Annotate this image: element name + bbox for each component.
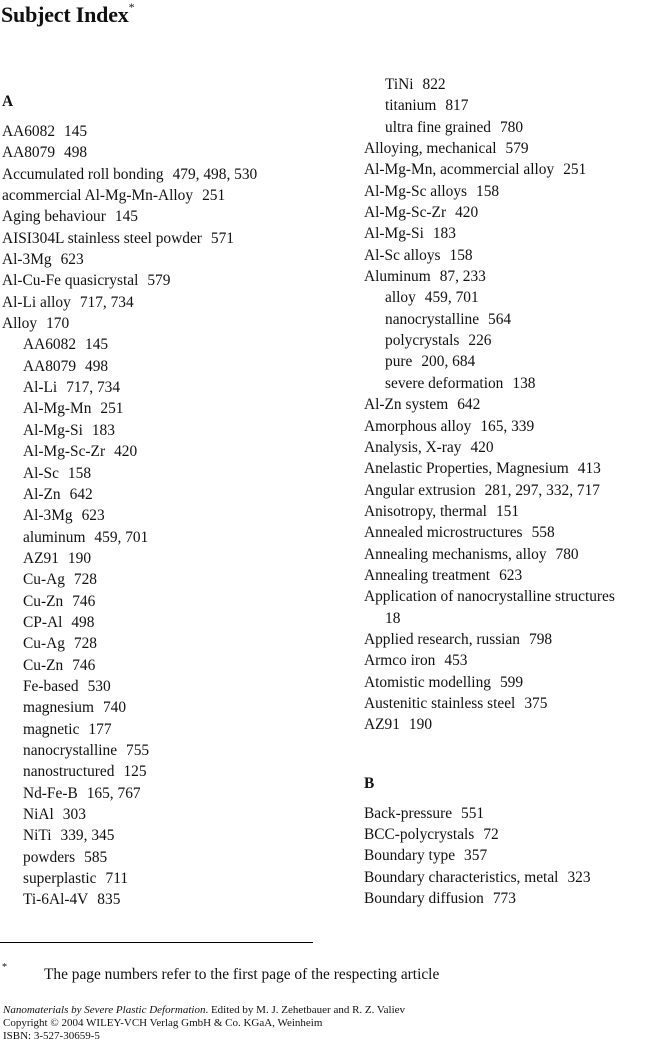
entry-term: AZ91 [364,716,400,734]
entry-pages: 413 [577,460,601,478]
entry-term: severe deformation [385,374,504,392]
entry-pages: 165, 767 [86,784,141,802]
entry-term: Alloy [2,315,38,333]
entry-pages: 453 [444,652,468,670]
index-entry [364,888,650,909]
index-subentry [2,676,342,697]
index-subentry [364,373,650,394]
book-imprint [3,1004,405,1043]
entry-term: Al-Li [23,379,58,397]
entry-term: pure [385,353,413,371]
entry-term: Ti-6Al-4V [23,891,89,909]
index-subentry [2,740,342,761]
entry-term: Annealing mechanisms, alloy [364,545,547,563]
entry-pages: 420 [114,443,138,461]
entry-pages: 558 [531,524,555,542]
index-subentry [2,783,342,804]
index-entry [2,185,342,206]
entry-term: nanocrystalline [23,741,118,759]
footnote-divider [0,942,313,943]
index-subentry [2,889,342,910]
entry-term: Al-Mg-Si [23,421,83,439]
index-subentry [2,697,342,718]
entry-pages: 746 [72,592,96,610]
index-entry [2,142,342,163]
entry-term: BCC-polycrystals [364,826,475,843]
index-subentry [2,591,342,612]
right-entry-list-b [364,803,650,910]
index-subentry [2,655,342,676]
entry-term: Aging behaviour [2,208,106,226]
index-entry [364,714,650,735]
imprint-line-1 [3,1004,405,1017]
entry-pages: 579 [505,140,529,158]
entry-term: Angular extrusion [364,481,476,499]
entry-pages: 551 [461,804,485,822]
index-entry [364,824,650,845]
entry-term: acommercial Al-Mg-Mn-Alloy [2,187,194,205]
entry-term: Al-Zn [23,485,61,503]
index-subentry [2,441,342,462]
entry-pages: 158 [449,246,473,264]
index-subentry [2,761,342,782]
entry-term: ultra fine grained [385,118,491,136]
index-entry [364,544,650,565]
index-entry [364,159,650,180]
index-subentry [364,74,650,95]
entry-pages: 642 [457,396,481,414]
entry-pages: 18 [385,609,401,627]
entry-pages: 158 [67,464,92,482]
index-subentry [2,804,342,825]
entry-pages: 579 [147,272,171,290]
entry-pages: 226 [468,332,492,350]
index-subentry [2,398,342,419]
entry-term: TiNi [385,76,414,93]
entry-pages: 817 [445,97,469,115]
index-subentry [2,569,342,590]
index-subentry [2,505,342,526]
entry-pages: 711 [105,870,129,888]
index-entry [364,565,650,586]
index-entry [2,270,342,291]
entry-term: Cu-Zn [23,656,64,674]
index-entry [2,249,342,270]
entry-pages: 728 [73,635,97,653]
index-entry [364,266,650,287]
entry-pages: 145 [64,123,88,140]
entry-pages: 323 [567,868,591,886]
index-subentry [364,309,650,330]
entry-term: nanocrystalline [385,310,480,328]
index-entry [364,480,650,501]
imprint-isbn: ISBN: 3-527-30659-5 [3,1030,100,1042]
index-entry [2,228,342,249]
entry-pages: 190 [67,549,92,567]
entry-term: Atomistic modelling [364,673,491,691]
entry-term: aluminum [23,528,86,546]
entry-term: powders [23,848,76,866]
entry-pages: 459, 701 [424,289,479,307]
index-entry [2,313,342,334]
entry-term: Boundary diffusion [364,890,484,908]
entry-term: Al-Mg-Mn [23,400,92,418]
entry-pages: 835 [97,891,121,909]
index-entry [364,181,650,202]
entry-term: Al-Cu-Fe quasicrystal [2,272,139,290]
entry-term: Al-Mg-Sc-Zr [23,443,106,461]
entry-term: Cu-Ag [23,571,65,589]
entry-term: Armco iron [364,652,436,670]
entry-pages: 251 [202,187,226,205]
index-subentry [2,548,342,569]
footnote-mark: * [2,962,7,973]
entry-pages: 642 [69,485,93,503]
title-text: Subject Index [1,2,129,27]
entry-pages: 571 [210,229,234,247]
entry-term: Cu-Zn [23,592,64,610]
book-editors: . Edited by M. J. Zehetbauer and R. Z. Valiev [205,1004,406,1016]
entry-pages: 459, 701 [94,528,149,546]
section-gap [364,736,650,772]
entry-term: NiTi [23,827,52,845]
index-subentry [364,287,650,308]
index-entry [364,394,650,415]
entry-pages: 251 [100,400,124,418]
entry-term: NiAl [23,806,54,823]
index-entry [364,522,650,543]
entry-pages: 623 [81,507,105,525]
entry-term: Al-3Mg [23,507,73,525]
index-entry [364,650,650,671]
entry-term: Anelastic Properties, Magnesium [364,460,569,478]
entry-pages: 498 [71,613,95,631]
index-entry [2,206,342,227]
entry-term: Anisotropy, thermal [364,502,487,520]
entry-pages: 822 [422,76,446,93]
entry-term: Fe-based [23,677,79,695]
entry-term: Austenitic stainless steel [364,694,516,712]
index-subentry [2,633,342,654]
entry-term: Al-Mg-Sc alloys [364,182,468,200]
index-entry [364,693,650,714]
index-subentry [2,377,342,398]
entry-term: Al-Mg-Si [364,225,424,243]
index-subentry [2,420,342,441]
entry-term: AZ91 [23,549,59,567]
entry-pages: 585 [84,848,108,866]
entry-pages: 303 [62,806,86,823]
index-entry [364,845,650,866]
entry-pages: 138 [512,374,536,392]
entry-pages: 479, 498, 530 [172,165,258,183]
entry-pages: 798 [529,630,553,648]
index-entry-wrapped [364,586,650,629]
entry-term: Accumulated roll bonding [2,165,164,183]
right-entry-list-a [364,74,650,586]
entry-pages: 339, 345 [60,827,115,845]
index-subentry [2,612,342,633]
entry-term: Analysis, X-ray [364,438,462,456]
index-subentry [2,484,342,505]
index-subentry [364,95,650,116]
entry-term: AA8079 [23,357,77,375]
entry-term: Amorphous alloy [364,417,472,435]
left-entry-list [2,121,342,911]
entry-term: CP-Al [23,613,63,631]
entry-pages: 170 [46,315,70,333]
entry-pages: 717, 734 [79,293,134,311]
entry-term: Al-Sc [23,464,59,482]
entry-term: Boundary characteristics, metal [364,868,559,886]
entry-pages: 717, 734 [66,379,121,397]
entry-term: Annealed microstructures [364,524,523,542]
index-entry [2,164,342,185]
entry-term: Al-Mg-Mn, acommercial alloy [364,161,555,179]
page-title [1,2,134,28]
entry-term: Cu-Ag [23,635,65,653]
entry-term: Annealing treatment [364,566,491,584]
entry-pages: 158 [476,182,500,200]
imprint-copyright: Copyright © 2004 WILEY-VCH Verlag GmbH & Co. KGaA, Weinheim [3,1017,323,1029]
entry-pages: 251 [563,161,587,179]
entry-term: Aluminum [364,268,431,286]
title-footnote-mark: * [128,0,135,14]
entry-pages: 145 [114,208,138,226]
entry-pages: 151 [495,502,520,520]
index-entry [364,458,650,479]
index-subentry [2,825,342,846]
entry-pages: 183 [432,225,456,243]
left-index-column [2,90,342,911]
index-entry [364,803,650,824]
entry-pages: 746 [72,656,96,674]
entry-term: polycrystals [385,332,460,350]
index-entry [364,867,650,888]
entry-term: Al-Mg-Sc-Zr [364,204,447,222]
entry-term: Al-Li alloy [2,293,71,311]
entry-pages: 165, 339 [480,417,535,435]
entry-pages: 740 [102,699,127,717]
index-subentry [364,117,650,138]
entry-pages: 564 [488,310,512,328]
entry-pages: 177 [88,720,112,738]
entry-pages: 281, 297, 332, 717 [484,481,600,499]
entry-term: Boundary type [364,847,456,865]
entry-term: Al-Sc alloys [364,246,441,264]
entry-term: Applied research, russian [364,630,520,648]
index-entry [2,121,342,142]
index-subentry [364,330,650,351]
book-title: Nanomaterials by Severe Plastic Deformation [3,1004,206,1016]
right-index-column [364,74,650,909]
footnote-text: The page numbers refer to the first page of the respecting article [44,966,440,983]
entry-pages: 183 [91,421,115,439]
entry-pages: 599 [499,673,524,691]
index-entry [364,138,650,159]
entry-pages: 420 [455,204,479,222]
entry-term: AISI304L stainless steel powder [2,229,202,247]
index-entry [364,223,650,244]
index-entry [2,292,342,313]
section-letter-b: B [364,774,375,792]
entry-pages: 498 [64,144,88,162]
index-entry [364,437,650,458]
index-subentry [2,334,342,355]
right-entry-list-a2 [364,629,650,736]
index-subentry [2,356,342,377]
entry-pages: 87, 233 [439,268,486,286]
entry-pages: 72 [483,826,499,843]
entry-pages: 780 [555,545,579,563]
entry-pages: 375 [524,694,548,712]
entry-term: Al-3Mg [2,251,52,269]
entry-term: Application of nanocrystalline structures [364,588,615,606]
entry-term: magnetic [23,720,80,738]
entry-pages: 755 [126,741,150,759]
entry-term: Back-pressure [364,804,453,822]
entry-term: Nd-Fe-B [23,784,78,802]
entry-pages: 530 [87,677,111,695]
index-subentry [2,868,342,889]
index-subentry [364,351,650,372]
entry-pages: 498 [85,357,109,375]
entry-pages: 773 [492,890,516,908]
entry-pages: 420 [470,438,494,456]
entry-term: AA8079 [2,144,56,162]
index-entry [364,202,650,223]
index-entry [364,629,650,650]
index-entry [364,416,650,437]
entry-pages: 623 [60,251,84,269]
entry-pages: 357 [464,847,488,865]
entry-term: superplastic [23,870,97,888]
entry-term: AA6082 [2,123,56,140]
index-entry [364,672,650,693]
entry-pages: 125 [123,763,147,781]
entry-term: Alloying, mechanical [364,140,497,158]
index-entry [364,501,650,522]
index-entry [364,245,650,266]
entry-pages: 728 [73,571,97,589]
entry-term: nanostructured [23,763,115,781]
index-subentry [2,847,342,868]
entry-term: AA6082 [23,336,77,354]
entry-term: alloy [385,289,416,307]
entry-term: Al-Zn system [364,396,449,414]
entry-pages: 190 [408,716,433,734]
index-subentry [2,719,342,740]
index-subentry [2,527,342,548]
section-letter-a: A [2,93,14,110]
entry-term: titanium [385,97,437,115]
entry-term: magnesium [23,699,94,717]
entry-pages: 623 [499,566,523,584]
entry-pages: 145 [85,336,109,354]
entry-pages: 200, 684 [421,353,476,371]
entry-pages: 780 [499,118,524,136]
index-subentry [2,463,342,484]
